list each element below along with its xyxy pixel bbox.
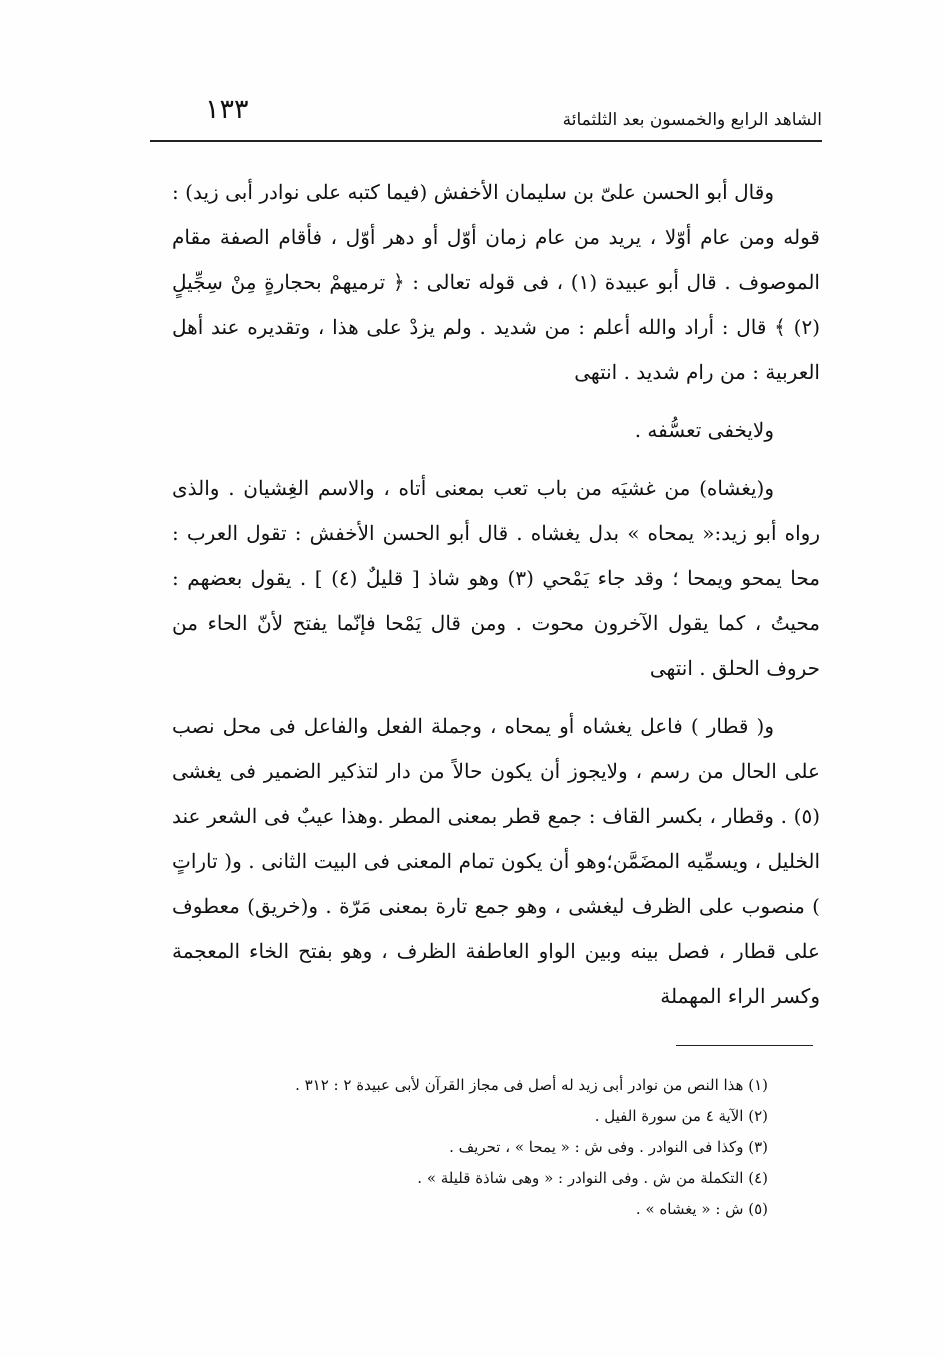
- footnote-divider: [676, 1045, 813, 1046]
- footnote-4: (٤) التكملة من ش . وفى النوادر : « وهى شاذة قليلة » .: [417, 1169, 768, 1187]
- footnote-1: (١) هذا النص من نوادر أبى زيد له أصل فى مجاز القرآن لأبى عبيدة ٢ : ٣١٢ .: [295, 1076, 768, 1094]
- footnote-2: (٢) الآية ٤ من سورة الفيل .: [594, 1107, 768, 1125]
- paragraph-akhfash-quote: وقال أبو الحسن علىّ بن سليمان الأخفش (فيما كتبه على نوادر أبى زيد) : قوله ومن عام أوّلا ، يريد من عام زمان أوّل أو دهر أوّل ، فأقام الصفة مقام الموصوف . قال أبو عبيدة (١) ، فى قوله تعالى : ﴿ ترميهمْ بحجارةٍ مِنْ سِجِّيلٍ (٢) ﴾ قال : أراد والله أعلم : من شديد . ولم يزدْ على هذا ، وتقديره عند أهل العربية : من رام شديد . انتهى: [172, 180, 820, 384]
- header-divider: [150, 140, 822, 142]
- paragraph-qitar: و( قطار ) فاعل يغشاه أو يمحاه ، وجملة الفعل والفاعل فى محل نصب على الحال من رسم ، ولايجوز أن يكون حالاً من دار لتذكير الضمير فى يغشى (٥) . وقطار ، بكسر القاف : جمع قطر بمعنى المطر .وهذا عيبٌ فى الشعر عند الخليل ، ويسمِّيه المضَمَّن؛وهو أن يكون تمام المعنى فى البيت الثانى . و( تاراتٍ ) منصوب على الظرف ليغشى ، وهو جمع تارة بمعنى مَرّة . و(خريق) معطوف على قطار ، فصل بينه وبين الواو العاطفة الظرف ، وهو بفتح الخاء المعجمة وكسر الراء المهملة: [172, 714, 820, 1008]
- page-number: ١٣٣: [205, 94, 249, 125]
- paragraph-comment: ولايخفى تعسُّفه .: [634, 418, 774, 442]
- footnote-5: (٥) ش : « يغشاه » .: [635, 1200, 768, 1218]
- main-text: [172, 170, 820, 1019]
- footnote-3: (٣) وكذا فى النوادر . وفى ش : « يمحا » ، تحريف .: [449, 1138, 768, 1156]
- footnotes: [172, 1070, 768, 1225]
- running-title: الشاهد الرابع والخمسون بعد الثلثمائة: [562, 110, 822, 130]
- page-header: [150, 90, 822, 142]
- paragraph-yaghshah: و(يغشاه) من غشيَه من باب تعب بمعنى أتاه ، والاسم الغِشيان . والذى رواه أبو زيد:« يمحاه » بدل يغشاه . قال أبو الحسن الأخفش : تقول العرب : محا يمحو ويمحا ؛ وقد جاء يَمْحي (٣) وهو شاذ [ قليلٌ (٤) ] . يقول بعضهم : محيتُ ، كما يقول الآخرون محوت . ومن قال يَمْحا فإنّما يفتح لأنّ الحاء من حروف الحلق . انتهى: [172, 476, 821, 680]
